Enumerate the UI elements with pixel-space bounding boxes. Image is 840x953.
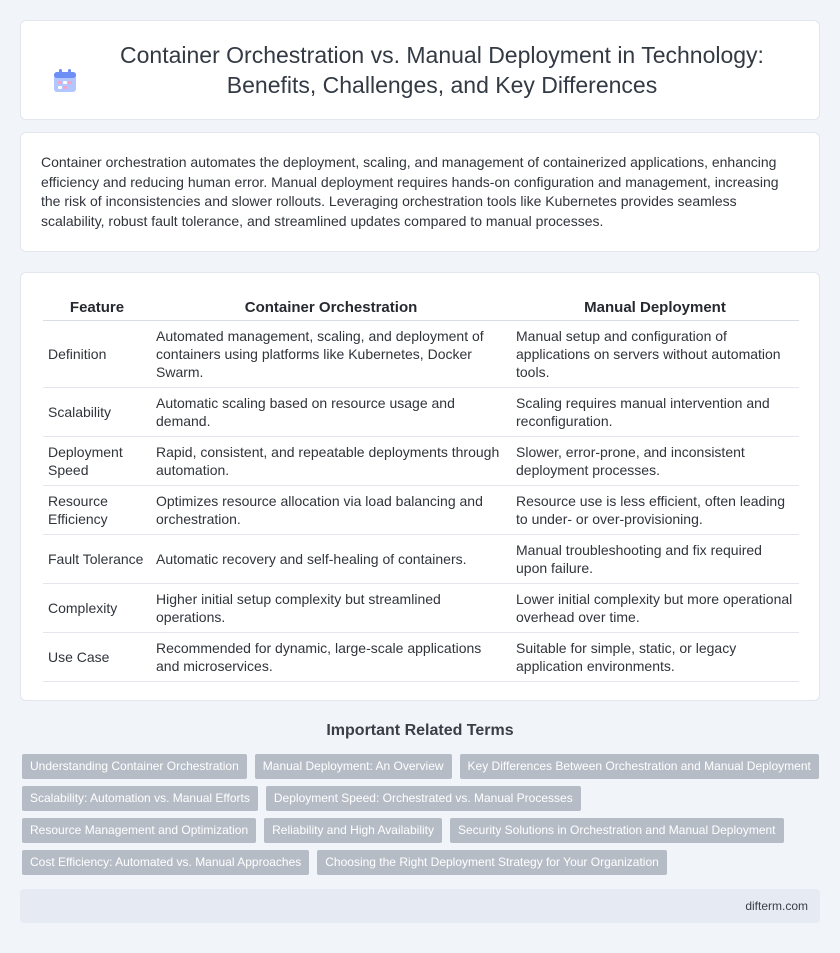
feature-cell: Scalability [43, 387, 151, 436]
orchestration-cell: Recommended for dynamic, large-scale applications and microservices. [151, 632, 511, 681]
footer-site[interactable]: difterm.com [745, 899, 808, 913]
table-row [43, 436, 799, 485]
orchestration-cell: Higher initial setup complexity but streamlined operations. [151, 583, 511, 632]
manual-cell: Manual setup and configuration of applications on servers without automation tools. [511, 320, 799, 387]
orchestration-cell: Rapid, consistent, and repeatable deployments through automation. [151, 436, 511, 485]
tag-row [22, 818, 822, 843]
table-header-row [43, 295, 799, 320]
comparison-table [43, 295, 799, 682]
tag-key-differences[interactable]: Key Differences Between Orchestration and Manual Deployment [460, 754, 819, 779]
intro-paragraph: Container orchestration automates the deployment, scaling, and management of containerized applications, enhancing efficiency and reducing human error. Manual deployment requires hands-on configuration and management, increasing the risk of inconsistencies and slower rollouts. Leveraging orchestration tools like Kubernetes provides seamless scalability, robust fault tolerance, and streamlined updates compared to manual processes. [41, 154, 779, 229]
tag-security-solutions[interactable]: Security Solutions in Orchestration and Manual Deployment [450, 818, 784, 843]
header-container-orchestration: Container Orchestration [151, 295, 511, 320]
tag-choosing-strategy[interactable]: Choosing the Right Deployment Strategy for Your Organization [317, 850, 667, 875]
tag-understanding-container-orchestration[interactable]: Understanding Container Orchestration [22, 754, 247, 779]
manual-cell: Suitable for simple, static, or legacy application environments. [511, 632, 799, 681]
comparison-table-card [20, 272, 820, 701]
footer [20, 889, 820, 923]
intro-card [20, 132, 820, 252]
tag-reliability[interactable]: Reliability and High Availability [264, 818, 442, 843]
feature-cell: Use Case [43, 632, 151, 681]
tag-row [22, 754, 822, 779]
related-terms-tags [22, 754, 822, 882]
tag-scalability[interactable]: Scalability: Automation vs. Manual Efforts [22, 786, 258, 811]
table-row [43, 632, 799, 681]
header-manual-deployment: Manual Deployment [511, 295, 799, 320]
tag-row [22, 850, 822, 875]
table-row [43, 485, 799, 534]
feature-cell: Resource Efficiency [43, 485, 151, 534]
orchestration-cell: Automated management, scaling, and deployment of containers using platforms like Kubernetes, Docker Swarm. [151, 320, 511, 387]
orchestration-cell: Optimizes resource allocation via load balancing and orchestration. [151, 485, 511, 534]
table-row [43, 583, 799, 632]
manual-cell: Resource use is less efficient, often leading to under- or over-provisioning. [511, 485, 799, 534]
manual-cell: Lower initial complexity but more operational overhead over time. [511, 583, 799, 632]
manual-cell: Slower, error-prone, and inconsistent deployment processes. [511, 436, 799, 485]
title-wrap [51, 40, 789, 100]
manual-cell: Manual troubleshooting and fix required upon failure. [511, 534, 799, 583]
feature-cell: Deployment Speed [43, 436, 151, 485]
page-title: Container Orchestration vs. Manual Deployment in Technology: Benefits, Challenges, and Key Differences [120, 42, 764, 98]
table-row [43, 387, 799, 436]
feature-cell: Fault Tolerance [43, 534, 151, 583]
manual-cell: Scaling requires manual intervention and reconfiguration. [511, 387, 799, 436]
calendar-icon [51, 67, 79, 95]
table-row [43, 534, 799, 583]
tag-manual-deployment-overview[interactable]: Manual Deployment: An Overview [255, 754, 452, 779]
orchestration-cell: Automatic scaling based on resource usage and demand. [151, 387, 511, 436]
related-terms-title: Important Related Terms [326, 722, 514, 739]
table-row [43, 320, 799, 387]
title-card [20, 20, 820, 120]
tag-deployment-speed[interactable]: Deployment Speed: Orchestrated vs. Manual Processes [266, 786, 581, 811]
header-feature: Feature [43, 295, 151, 320]
tag-row [22, 786, 822, 811]
tag-cost-efficiency[interactable]: Cost Efficiency: Automated vs. Manual Approaches [22, 850, 309, 875]
feature-cell: Complexity [43, 583, 151, 632]
tag-resource-management[interactable]: Resource Management and Optimization [22, 818, 256, 843]
orchestration-cell: Automatic recovery and self-healing of containers. [151, 534, 511, 583]
feature-cell: Definition [43, 320, 151, 387]
